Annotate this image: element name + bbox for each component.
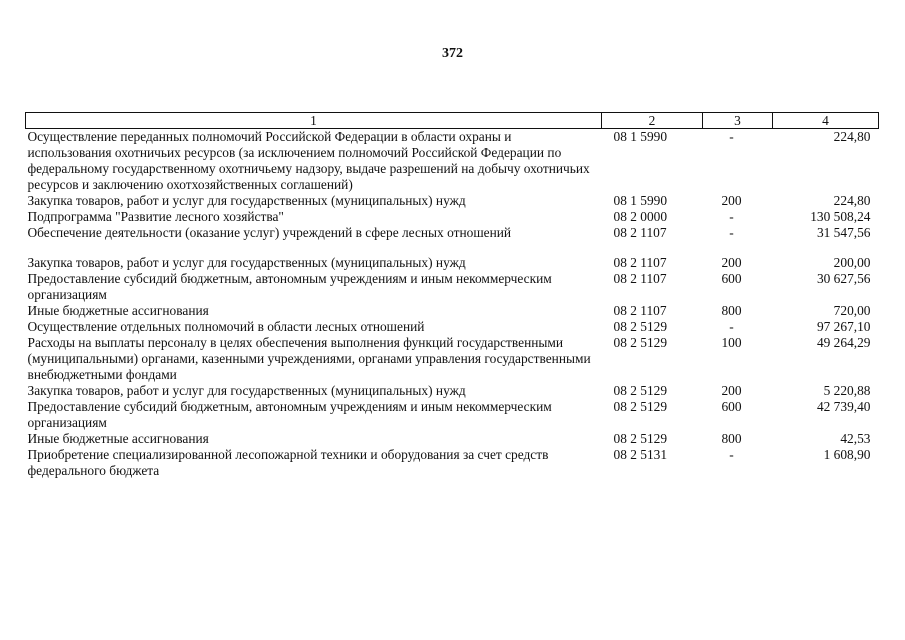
table-row: [26, 431, 879, 447]
row-amount: 224,80: [833, 193, 871, 208]
table-row: [26, 193, 879, 209]
row-amount: 200,00: [833, 255, 871, 270]
column-header-amount: 4: [773, 113, 879, 129]
row-code: 08 2 5129: [613, 335, 668, 350]
row-name: Закупка товаров, работ и услуг для государственных (муниципальных) нужд: [27, 255, 466, 270]
row-amount: 1 608,90: [823, 447, 871, 462]
row-name: Подпрограмма "Развитие лесного хозяйства": [27, 209, 284, 224]
row-amount: 720,00: [833, 303, 871, 318]
row-amount: 224,80: [833, 129, 871, 144]
row-type: -: [729, 209, 734, 224]
table-row: [26, 271, 879, 303]
row-code: 08 1 5990: [613, 129, 668, 144]
table-row: [26, 225, 879, 255]
row-code: 08 2 1107: [613, 271, 667, 286]
column-header-code: 2: [602, 113, 703, 129]
row-name: Иные бюджетные ассигнования: [27, 303, 209, 318]
table-row: [26, 447, 879, 479]
row-type: -: [729, 447, 734, 462]
row-code: 08 2 5129: [613, 319, 668, 334]
row-amount: 130 508,24: [810, 209, 871, 224]
row-code: 08 2 5129: [613, 399, 668, 414]
column-header-name: 1: [26, 113, 602, 129]
row-code: 08 2 1107: [613, 255, 667, 270]
row-name: Закупка товаров, работ и услуг для государственных (муниципальных) нужд: [27, 383, 466, 398]
row-amount: 31 547,56: [816, 225, 871, 240]
row-amount: 42 739,40: [816, 399, 871, 414]
row-type: 200: [721, 255, 742, 270]
row-code: 08 2 5129: [613, 431, 668, 446]
row-amount: 49 264,29: [816, 335, 871, 350]
row-name: Закупка товаров, работ и услуг для государственных (муниципальных) нужд: [27, 193, 466, 208]
row-type: 100: [721, 335, 742, 350]
table-row: [26, 255, 879, 271]
row-name: Иные бюджетные ассигнования: [27, 431, 209, 446]
table-header-row: [26, 113, 879, 129]
row-type: 800: [721, 431, 742, 446]
row-type: 600: [721, 271, 742, 286]
row-type: -: [729, 319, 734, 334]
table-row: [26, 319, 879, 335]
row-amount: 97 267,10: [816, 319, 871, 334]
row-name: Осуществление отдельных полномочий в области лесных отношений: [27, 319, 425, 334]
row-type: -: [729, 225, 734, 240]
page-number: 372: [442, 46, 463, 61]
row-type: 200: [721, 193, 742, 208]
row-type: 800: [721, 303, 742, 318]
table-body: [26, 129, 879, 480]
row-type: 600: [721, 399, 742, 414]
table-row: [26, 399, 879, 431]
row-name: Предоставление субсидий бюджетным, автономным учреждениям и иным некоммерческим организациям: [27, 271, 552, 302]
row-name: Осуществление переданных полномочий Российской Федерации в области охраны и использования охотничьих ресурсов (за исключением полномочий Российской Федерации по федеральному государственному охотничьему надзору, выдаче разрешений на добычу охотничьих ресурсов и заключению охотхозяйственных соглашений): [27, 129, 590, 192]
table-header: [26, 113, 879, 129]
row-type: -: [729, 129, 734, 144]
table-row: [26, 129, 879, 194]
row-name: Предоставление субсидий бюджетным, автономным учреждениям и иным некоммерческим организациям: [27, 399, 552, 430]
row-type: 200: [721, 383, 742, 398]
table-row: [26, 383, 879, 399]
row-code: 08 1 5990: [613, 193, 668, 208]
row-code: 08 2 1107: [613, 303, 667, 318]
row-code: 08 2 5129: [613, 383, 668, 398]
row-code: 08 2 1107: [613, 225, 667, 240]
row-name: Обеспечение деятельности (оказание услуг) учреждений в сфере лесных отношений: [27, 225, 512, 240]
row-name: Приобретение специализированной лесопожарной техники и оборудования за счет средств федерального бюджета: [27, 447, 549, 478]
budget-table: [25, 112, 879, 479]
column-header-type: 3: [703, 113, 773, 129]
row-amount: 42,53: [840, 431, 871, 446]
table-row: [26, 335, 879, 383]
table-row: [26, 303, 879, 319]
row-code: 08 2 5131: [613, 447, 668, 462]
table-row: [26, 209, 879, 225]
row-amount: 30 627,56: [816, 271, 871, 286]
row-amount: 5 220,88: [823, 383, 871, 398]
row-code: 08 2 0000: [613, 209, 668, 224]
row-name: Расходы на выплаты персоналу в целях обеспечения выполнения функций государственными (муниципальными) органами, казенными учреждениями, органами управления государственными внебюджетными фондами: [27, 335, 591, 382]
